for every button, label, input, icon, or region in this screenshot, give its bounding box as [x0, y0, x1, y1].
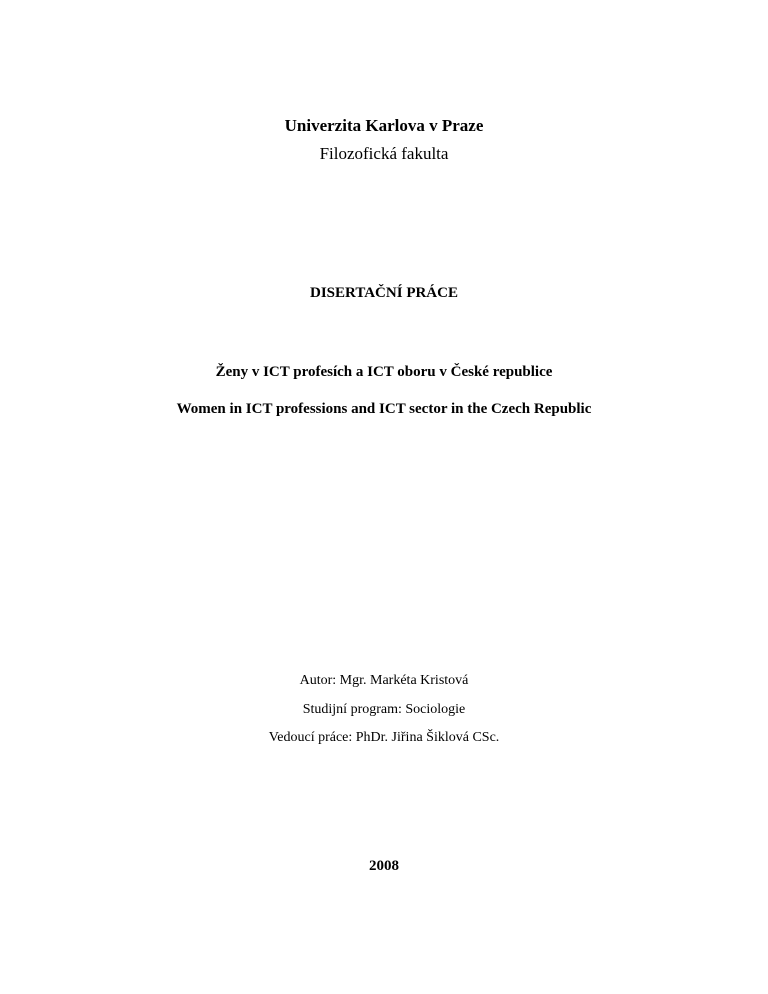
- study-program-line: Studijní program: Sociologie: [302, 702, 466, 717]
- thesis-year: 2008: [369, 858, 399, 874]
- author-line: Autor: Mgr. Markéta Kristová: [299, 673, 469, 688]
- faculty-name: Filozofická fakulta: [319, 144, 449, 163]
- thesis-title-czech: Ženy v ICT profesích a ICT oboru v České republice: [215, 364, 553, 380]
- thesis-title-english: Women in ICT professions and ICT sector in the Czech Republic: [176, 401, 592, 417]
- university-name: Univerzita Karlova v Praze: [284, 116, 484, 135]
- document-type: DISERTAČNÍ PRÁCE: [310, 285, 458, 301]
- supervisor-line: Vedoucí práce: PhDr. Jiřina Šiklová CSc.: [268, 730, 500, 745]
